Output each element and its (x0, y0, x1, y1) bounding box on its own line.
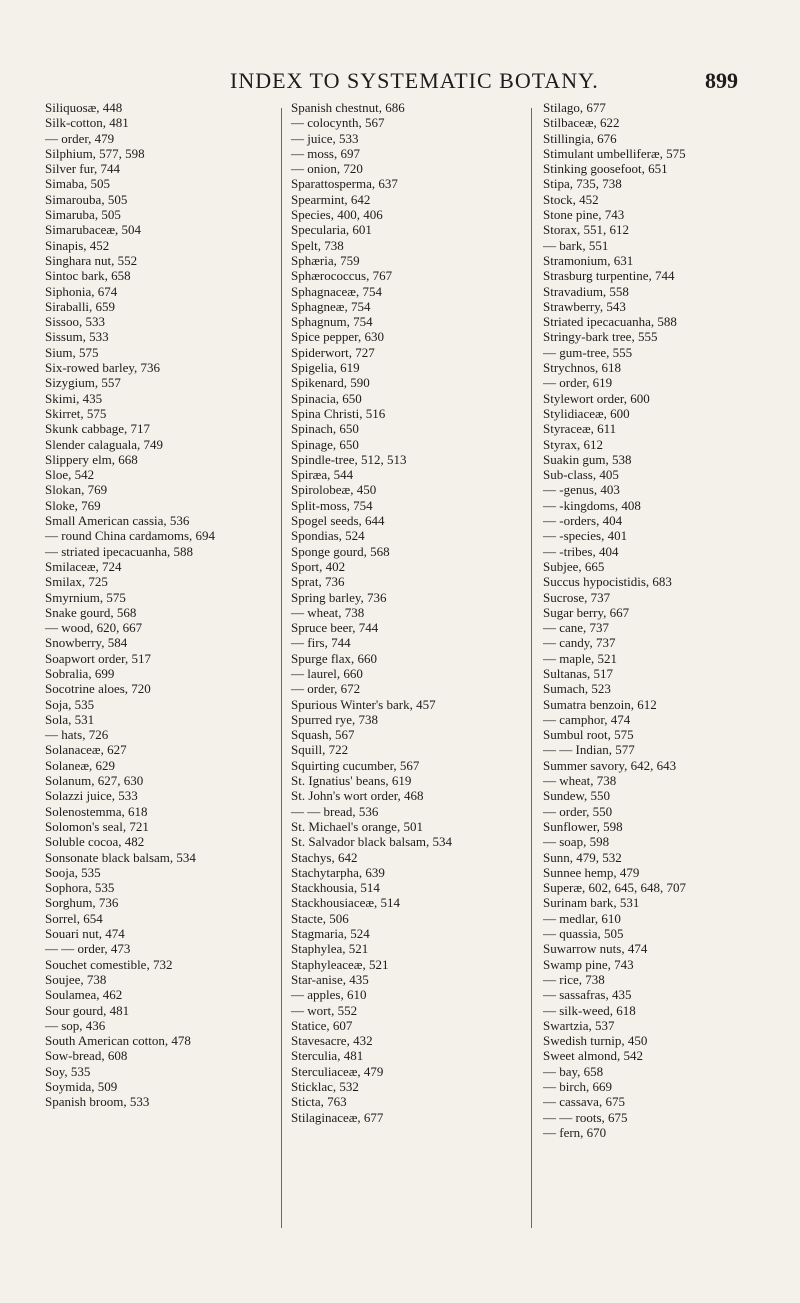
index-entry: Stagmaria, 524 (291, 926, 370, 942)
index-entry: Sunflower, 598 (543, 818, 623, 834)
index-entry: — sassafras, 435 (543, 987, 632, 1003)
index-entry: Slippery elm, 668 (45, 451, 138, 467)
index-entry: Stramonium, 631 (543, 252, 634, 268)
index-entry: Spelt, 738 (291, 237, 344, 253)
index-entry: Split-moss, 754 (291, 497, 373, 513)
index-entry: — maple, 521 (543, 650, 618, 666)
index-entry: Spiderwort, 727 (291, 344, 375, 360)
index-columns (45, 100, 765, 1290)
index-entry: Soluble cocoa, 482 (45, 834, 145, 850)
index-entry: Swamp pine, 743 (543, 956, 634, 972)
index-entry: Silver fur, 744 (45, 161, 120, 177)
index-entry: — wood, 620, 667 (45, 620, 143, 636)
index-entry: — camphor, 474 (543, 711, 631, 727)
index-entry: Souchet comestible, 732 (45, 956, 173, 972)
index-entry: Sizygium, 557 (45, 375, 121, 391)
index-entry: Specularia, 601 (291, 222, 372, 238)
index-entry: Sow-bread, 608 (45, 1048, 128, 1064)
index-entry: Strasburg turpentine, 744 (543, 268, 675, 284)
page-number: 899 (705, 68, 738, 93)
index-entry: Sprat, 736 (291, 574, 345, 590)
index-entry: Sub-class, 405 (543, 467, 619, 483)
index-entry: Spina Christi, 516 (291, 405, 386, 421)
index-entry: Spurred rye, 738 (291, 711, 379, 727)
index-entry: Squill, 722 (291, 742, 349, 758)
index-entry: Strychnos, 618 (543, 360, 621, 376)
index-entry: Spinach, 650 (291, 421, 359, 437)
index-entry: Soapwort order, 517 (45, 650, 151, 666)
index-entry: Singhara nut, 552 (45, 252, 138, 268)
index-entry: Spiræa, 544 (291, 467, 354, 483)
index-entry: Slokan, 769 (45, 482, 108, 498)
index-entry: Stillingia, 676 (543, 130, 617, 146)
index-entry: — order, 550 (543, 803, 613, 819)
index-entry: — — bread, 536 (291, 803, 379, 819)
index-entry: Suwarrow nuts, 474 (543, 941, 648, 957)
index-entry: Styraceæ, 611 (543, 421, 617, 437)
index-entry: Stachytarpha, 639 (291, 864, 385, 880)
index-entry: Stacte, 506 (291, 910, 349, 926)
index-entry: Sterculiaceæ, 479 (291, 1063, 384, 1079)
index-entry: Sphæria, 759 (291, 252, 360, 268)
index-entry: Sport, 402 (291, 558, 346, 574)
index-entry: Sinapis, 452 (45, 237, 110, 253)
index-entry: — onion, 720 (291, 161, 363, 177)
index-entry: Swedish turnip, 450 (543, 1033, 648, 1049)
index-entry: — — roots, 675 (543, 1109, 628, 1125)
index-entry: Solaneæ, 629 (45, 757, 116, 773)
index-entry: — cassava, 675 (543, 1094, 625, 1110)
index-entry: Staphylea, 521 (291, 941, 369, 957)
index-entry: Swartzia, 537 (543, 1017, 615, 1033)
index-entry: Sophora, 535 (45, 880, 115, 896)
index-entry: Solenostemma, 618 (45, 803, 148, 819)
index-entry: — juice, 533 (291, 130, 359, 146)
index-entry: Siliquosæ, 448 (45, 100, 123, 115)
index-entry: Stackhousiaceæ, 514 (291, 895, 401, 911)
index-entry: Suakin gum, 538 (543, 451, 632, 467)
index-entry: Sobralia, 699 (45, 665, 115, 681)
index-entry: — moss, 697 (291, 145, 360, 161)
index-entry: Solazzi juice, 533 (45, 788, 138, 804)
index-entry: Spinacia, 650 (291, 390, 362, 406)
index-entry: — fern, 670 (543, 1124, 607, 1140)
index-entry: — order, 479 (45, 130, 115, 146)
index-entry: Sunn, 479, 532 (543, 849, 622, 865)
index-entry: — — Indian, 577 (543, 742, 635, 758)
index-entry: — -species, 401 (543, 528, 628, 544)
index-entry: Silk-cotton, 481 (45, 115, 129, 131)
index-entry: Sparattosperma, 637 (291, 176, 398, 192)
index-entry: — gum-tree, 555 (543, 344, 633, 360)
index-entry: Sintoc bark, 658 (45, 268, 131, 284)
index-entry: — -genus, 403 (543, 482, 620, 498)
index-entry: Succus hypocistidis, 683 (543, 574, 672, 590)
index-entry: Solanaceæ, 627 (45, 742, 127, 758)
index-entry: Soja, 535 (45, 696, 95, 712)
index-entry: Snake gourd, 568 (45, 604, 137, 620)
index-entry: Smyrnium, 575 (45, 589, 126, 605)
index-entry: Spanish broom, 533 (45, 1094, 150, 1110)
index-entry: Sola, 531 (45, 711, 95, 727)
index-entry: Summer savory, 642, 643 (543, 757, 677, 773)
index-entry: — bay, 658 (543, 1063, 604, 1079)
index-entry: Sphærococcus, 767 (291, 268, 393, 284)
index-entry: Sphagnaceæ, 754 (291, 283, 382, 299)
index-entry: Spanish chestnut, 686 (291, 100, 405, 115)
index-entry: Smilaceæ, 724 (45, 558, 122, 574)
index-entry: Sphagneæ, 754 (291, 298, 371, 314)
index-entry: — medlar, 610 (543, 910, 621, 926)
index-entry: Sponge gourd, 568 (291, 543, 390, 559)
index-entry: — birch, 669 (543, 1079, 612, 1094)
index-entry: Skimi, 435 (45, 390, 103, 406)
index-entry: — quassia, 505 (543, 926, 624, 942)
index-entry: Solanum, 627, 630 (45, 773, 144, 789)
index-entry: Sium, 575 (45, 344, 99, 360)
index-entry: — order, 672 (291, 681, 361, 697)
index-entry: Stinking goosefoot, 651 (543, 161, 668, 177)
index-entry: Sooja, 535 (45, 864, 101, 880)
index-entry: — colocynth, 567 (291, 115, 385, 131)
index-entry: Socotrine aloes, 720 (45, 681, 151, 697)
index-entry: Stilbaceæ, 622 (543, 115, 620, 131)
index-entry: St. Michael's orange, 501 (291, 818, 423, 834)
index-entry: Simaruba, 505 (45, 207, 121, 223)
index-entry: Soy, 535 (45, 1063, 91, 1079)
index-column-2 (291, 100, 521, 1125)
index-entry: — soap, 598 (543, 834, 610, 850)
index-entry: — bark, 551 (543, 237, 609, 253)
index-entry: Sticta, 763 (291, 1094, 347, 1110)
index-entry: Spurious Winter's bark, 457 (291, 696, 436, 712)
index-entry: Sterculia, 481 (291, 1048, 364, 1064)
index-entry: Solomon's seal, 721 (45, 818, 149, 834)
index-entry: Stylidiaceæ, 600 (543, 405, 630, 421)
column-divider (531, 108, 532, 1228)
index-entry: Spigelia, 619 (291, 360, 360, 376)
index-entry: Soymida, 509 (45, 1079, 118, 1094)
index-entry: Stone pine, 743 (543, 207, 625, 223)
index-entry: Staphyleaceæ, 521 (291, 956, 389, 972)
index-entry: Spirolobeæ, 450 (291, 482, 377, 498)
index-entry: — laurel, 660 (291, 665, 363, 681)
index-entry: Stylewort order, 600 (543, 390, 650, 406)
index-entry: Stringy-bark tree, 555 (543, 329, 658, 345)
index-entry: Simarubaceæ, 504 (45, 222, 142, 238)
index-entry: Sloke, 769 (45, 497, 101, 513)
index-entry: Skirret, 575 (45, 405, 107, 421)
index-column-3 (543, 100, 768, 1140)
index-entry: Stimulant umbelliferæ, 575 (543, 145, 686, 161)
index-entry: — -kingdoms, 408 (543, 497, 641, 513)
index-entry: Spruce beer, 744 (291, 620, 379, 636)
index-entry: Styrax, 612 (543, 436, 603, 452)
index-entry: St. Ignatius' beans, 619 (291, 773, 412, 789)
index-entry: — silk-weed, 618 (543, 1002, 636, 1018)
index-entry: — order, 619 (543, 375, 613, 391)
index-entry: Spogel seeds, 644 (291, 513, 385, 529)
index-entry: — round China cardamoms, 694 (45, 528, 216, 544)
index-entry: — — order, 473 (45, 941, 131, 957)
index-entry: Spearmint, 642 (291, 191, 371, 207)
index-entry: — wort, 552 (291, 1002, 358, 1018)
index-entry: Simarouba, 505 (45, 191, 128, 207)
index-entry: — rice, 738 (543, 971, 605, 987)
index-entry: Sumatra benzoin, 612 (543, 696, 657, 712)
index-entry: Spice pepper, 630 (291, 329, 384, 345)
index-entry: Small American cassia, 536 (45, 513, 190, 529)
index-entry: Spurge flax, 660 (291, 650, 378, 666)
index-entry: Striated ipecacuanha, 588 (543, 314, 677, 330)
index-entry: Stachys, 642 (291, 849, 358, 865)
index-entry: Species, 400, 406 (291, 207, 383, 223)
index-entry: South American cotton, 478 (45, 1033, 191, 1049)
index-entry: Souari nut, 474 (45, 926, 125, 942)
index-entry: Stackhousia, 514 (291, 880, 380, 896)
index-entry: Sonsonate black balsam, 534 (45, 849, 196, 865)
page-header (0, 68, 800, 98)
index-entry: Sorghum, 736 (45, 895, 119, 911)
index-entry: Subjee, 665 (543, 558, 605, 574)
running-title: INDEX TO SYSTEMATIC BOTANY. (230, 68, 599, 93)
index-entry: Stock, 452 (543, 191, 599, 207)
index-entry: Squirting cucumber, 567 (291, 757, 420, 773)
index-entry: Sorrel, 654 (45, 910, 103, 926)
index-entry: Stavesacre, 432 (291, 1033, 373, 1049)
index-entry: Spondias, 524 (291, 528, 365, 544)
index-entry: Slender calaguala, 749 (45, 436, 164, 452)
index-entry: Siphonia, 674 (45, 283, 118, 299)
index-entry: Stravadium, 558 (543, 283, 629, 299)
index-entry: Spinage, 650 (291, 436, 359, 452)
index-entry: Superæ, 602, 645, 648, 707 (543, 880, 686, 896)
index-entry: Stilago, 677 (543, 100, 606, 115)
index-entry: Sugar berry, 667 (543, 604, 630, 620)
index-entry: — firs, 744 (291, 635, 351, 651)
index-entry: St. Salvador black balsam, 534 (291, 834, 453, 850)
index-entry: Six-rowed barley, 736 (45, 360, 161, 376)
index-entry: Statice, 607 (291, 1017, 353, 1033)
index-entry: Spindle-tree, 512, 513 (291, 451, 407, 467)
index-entry: Sissum, 533 (45, 329, 109, 345)
index-entry: Sticklac, 532 (291, 1079, 359, 1094)
index-entry: Stilaginaceæ, 677 (291, 1109, 384, 1125)
index-entry: — candy, 737 (543, 635, 616, 651)
index-entry: Simaba, 505 (45, 176, 110, 192)
index-entry: Skunk cabbage, 717 (45, 421, 151, 437)
index-entry: — wheat, 738 (291, 604, 365, 620)
index-entry: Sundew, 550 (543, 788, 611, 804)
index-entry: Sultanas, 517 (543, 665, 614, 681)
index-entry: Soujee, 738 (45, 971, 107, 987)
index-entry: Spikenard, 590 (291, 375, 370, 391)
column-divider (281, 108, 282, 1228)
index-entry: — cane, 737 (543, 620, 610, 636)
index-entry: Soulamea, 462 (45, 987, 123, 1003)
index-entry: Snowberry, 584 (45, 635, 128, 651)
index-entry: Silphium, 577, 598 (45, 145, 145, 161)
index-entry: Stipa, 735, 738 (543, 176, 622, 192)
index-entry: Sloe, 542 (45, 467, 95, 483)
index-entry: Sucrose, 737 (543, 589, 611, 605)
index-entry: — hats, 726 (45, 727, 109, 743)
index-entry: Star-anise, 435 (291, 971, 369, 987)
index-column-1 (45, 100, 275, 1110)
index-entry: Sumbul root, 575 (543, 727, 634, 743)
index-entry: — -orders, 404 (543, 513, 623, 529)
index-entry: Sissoo, 533 (45, 314, 105, 330)
index-entry: Squash, 567 (291, 727, 355, 743)
index-entry: — striated ipecacuanha, 588 (45, 543, 193, 559)
index-entry: Strawberry, 543 (543, 298, 626, 314)
index-entry: — apples, 610 (291, 987, 367, 1003)
index-entry: Surinam bark, 531 (543, 895, 640, 911)
index-entry: Spring barley, 736 (291, 589, 387, 605)
index-entry: Sphagnum, 754 (291, 314, 373, 330)
index-entry: Sour gourd, 481 (45, 1002, 130, 1018)
index-entry: Storax, 551, 612 (543, 222, 629, 238)
index-entry: St. John's wort order, 468 (291, 788, 424, 804)
index-entry: Sweet almond, 542 (543, 1048, 644, 1064)
index-entry: Smilax, 725 (45, 574, 108, 590)
index-entry: — -tribes, 404 (543, 543, 619, 559)
index-entry: — sop, 436 (45, 1017, 106, 1033)
index-entry: Siraballi, 659 (45, 298, 116, 314)
index-entry: — wheat, 738 (543, 773, 617, 789)
index-entry: Sumach, 523 (543, 681, 611, 697)
index-entry: Sunnee hemp, 479 (543, 864, 640, 880)
